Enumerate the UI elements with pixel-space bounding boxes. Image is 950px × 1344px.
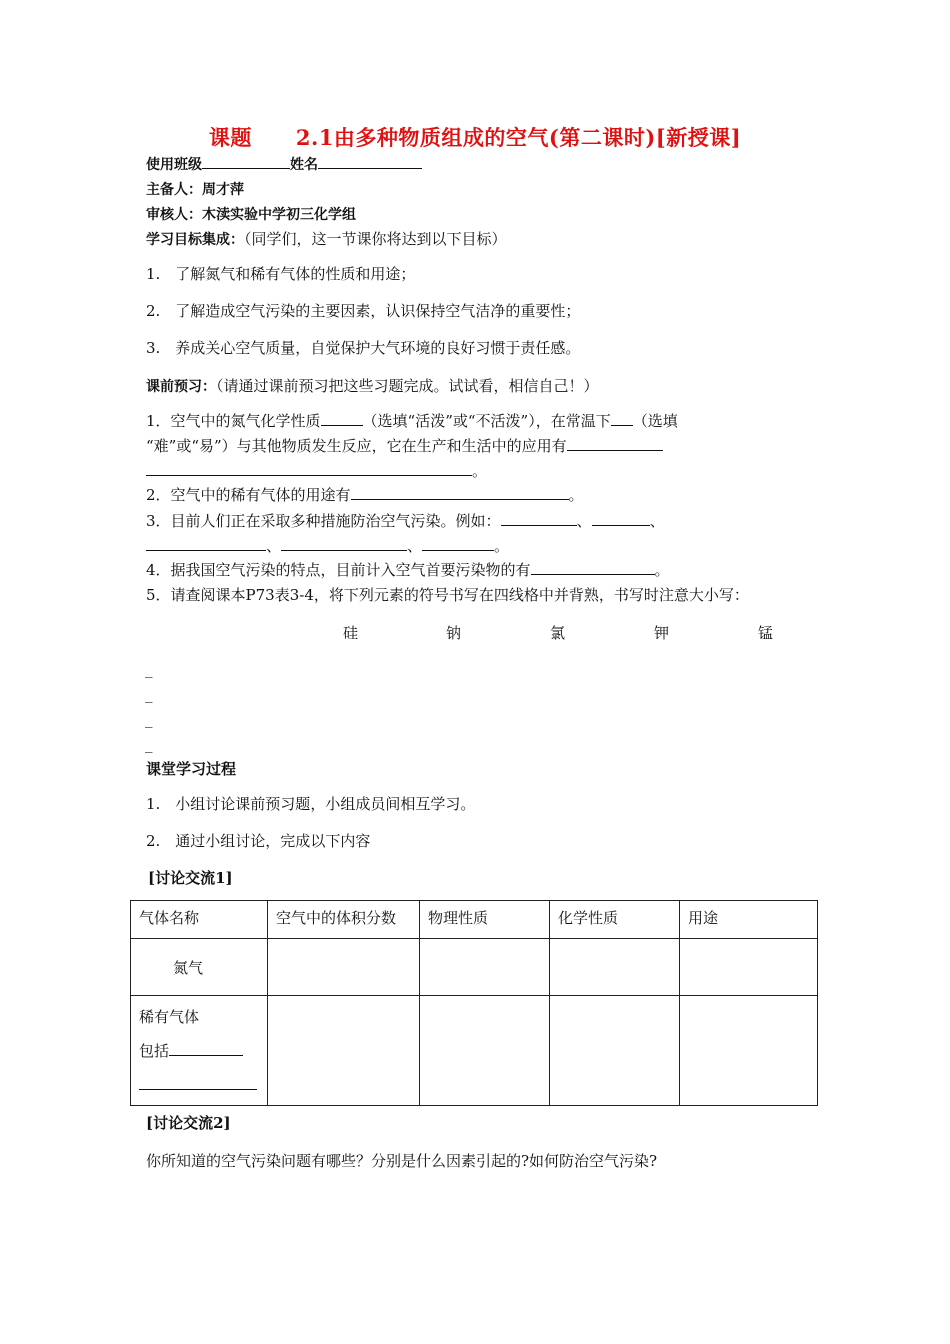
classroom-item: 1. 小组讨论课前预习题，小组成员间相互学习。 — [146, 795, 476, 813]
q1-blank-1[interactable] — [321, 411, 363, 426]
question-1-line-1 — [146, 410, 678, 431]
name-label: 姓名 — [290, 157, 318, 173]
table-cell[interactable] — [550, 939, 680, 996]
q4-text: 4．据我国空气污染的特点，目前计入空气首要污染物的有 — [146, 561, 531, 579]
question-5: 5．请查阅课本P73表3-4，将下列元素的符号书写在四线格中并背熟，书写时注意大小写： — [146, 586, 749, 604]
question-1-line-2 — [146, 435, 663, 456]
classroom-heading: 课堂学习过程 — [146, 760, 237, 778]
q3-text: 3．目前人们正在采取多种措施防治空气污染。例如： — [146, 512, 501, 530]
q1-blank-2[interactable] — [611, 411, 633, 426]
title-label: 课题 — [208, 125, 252, 150]
header-uses: 用途 — [688, 909, 719, 927]
header-gas-name: 气体名称 — [139, 909, 200, 927]
objectives-heading-line — [146, 228, 507, 249]
name-blank[interactable] — [318, 154, 422, 169]
reviewer: 审核人：木渎实验中学初三化学组 — [146, 207, 356, 223]
question-4 — [146, 559, 670, 580]
rare-gas-blank-1[interactable] — [169, 1041, 243, 1056]
table-cell[interactable] — [268, 939, 420, 996]
q2-end: 。 — [568, 486, 584, 504]
q1-blank-3[interactable] — [567, 436, 663, 451]
q3-blank-1[interactable] — [501, 511, 577, 526]
gas-properties-table — [130, 900, 818, 1106]
preview-heading-line — [146, 375, 599, 396]
row-nitrogen: 氮气 — [173, 958, 204, 977]
objective-item: 2. 了解造成空气污染的主要因素，认识保持空气洁净的重要性； — [146, 302, 581, 320]
four-line-grid-mark: _ — [145, 685, 153, 703]
question-1-line-3 — [146, 460, 487, 481]
q3-blank-2[interactable] — [592, 511, 650, 526]
preview-note: （请通过课前预习把这些习题完成。试试看，相信自己！） — [216, 377, 599, 395]
table-cell[interactable] — [680, 996, 818, 1106]
class-blank[interactable] — [202, 154, 290, 169]
rare-gas-blank-2[interactable] — [139, 1075, 257, 1090]
element-potassium: 钾 — [654, 624, 670, 642]
q1-text-c: （选填 — [632, 412, 678, 430]
classroom-item: 2. 通过小组讨论，完成以下内容 — [146, 832, 371, 850]
header-volume-fraction: 空气中的体积分数 — [276, 909, 397, 927]
preparer: 主备人：周才萍 — [146, 182, 244, 198]
row-rare-gas-includes: 包括 — [139, 1042, 170, 1060]
table-cell[interactable] — [420, 996, 550, 1106]
title-text: 2.1由多种物质组成的空气(第二课时)[新授课] — [295, 125, 742, 150]
objectives-note: （同学们，这一节课你将达到以下目标） — [244, 230, 507, 248]
header-chemical-properties: 化学性质 — [558, 909, 619, 927]
q1-blank-4[interactable] — [146, 461, 472, 476]
q3-end: 。 — [494, 537, 510, 555]
q1-end: 。 — [472, 462, 488, 480]
q1-text-b: （选填“活泼”或“不活泼”），在常温下 — [362, 412, 611, 430]
element-chlorine: 氯 — [550, 624, 566, 642]
discussion-2-label: [讨论交流2] — [146, 1114, 231, 1132]
question-3-line-2 — [146, 535, 509, 556]
question-2 — [146, 484, 584, 505]
class-name-line — [146, 154, 422, 174]
row-rare-gas: 稀有气体 — [139, 1008, 200, 1026]
objective-item: 1. 了解氮气和稀有气体的性质和用途； — [146, 265, 416, 283]
table-cell[interactable] — [420, 939, 550, 996]
preview-heading: 课前预习： — [146, 379, 216, 395]
q4-blank[interactable] — [531, 560, 655, 575]
element-silicon: 硅 — [343, 624, 359, 642]
q2-text: 2．空气中的稀有气体的用途有 — [146, 486, 351, 504]
question-3-line-1 — [146, 510, 665, 531]
table-cell[interactable] — [550, 996, 680, 1106]
element-sodium: 钠 — [446, 624, 462, 642]
four-line-grid-mark: _ — [145, 660, 153, 678]
four-line-grid-mark: _ — [145, 710, 153, 728]
q3-sep: 、 — [266, 537, 282, 555]
q3-sep: 、 — [407, 537, 423, 555]
table-cell[interactable] — [680, 939, 818, 996]
q4-end: 。 — [654, 561, 670, 579]
discussion-2-question: 你所知道的空气污染问题有哪些？分别是什么因素引起的?如何防治空气污染? — [146, 1152, 658, 1170]
q2-blank[interactable] — [351, 485, 569, 500]
q1-text-a: 1．空气中的氮气化学性质 — [146, 412, 321, 430]
q3-sep: 、 — [576, 512, 592, 530]
q3-sep: 、 — [649, 512, 665, 530]
element-manganese: 锰 — [758, 624, 774, 642]
table-cell[interactable] — [268, 996, 420, 1106]
discussion-1-label: [讨论交流1] — [148, 869, 233, 887]
page-title — [0, 122, 950, 152]
header-physical-properties: 物理性质 — [428, 909, 489, 927]
objectives-heading: 学习目标集成： — [146, 232, 244, 248]
objective-item: 3. 养成关心空气质量，自觉保护大气环境的良好习惯于责任感。 — [146, 339, 581, 357]
q3-blank-5[interactable] — [422, 536, 494, 551]
q1-text-d: “难”或“易”）与其他物质发生反应，它在生产和生活中的应用有 — [146, 437, 567, 455]
class-label: 使用班级 — [146, 157, 202, 173]
four-line-grid-mark: _ — [145, 735, 153, 753]
q3-blank-3[interactable] — [146, 536, 266, 551]
q3-blank-4[interactable] — [281, 536, 407, 551]
